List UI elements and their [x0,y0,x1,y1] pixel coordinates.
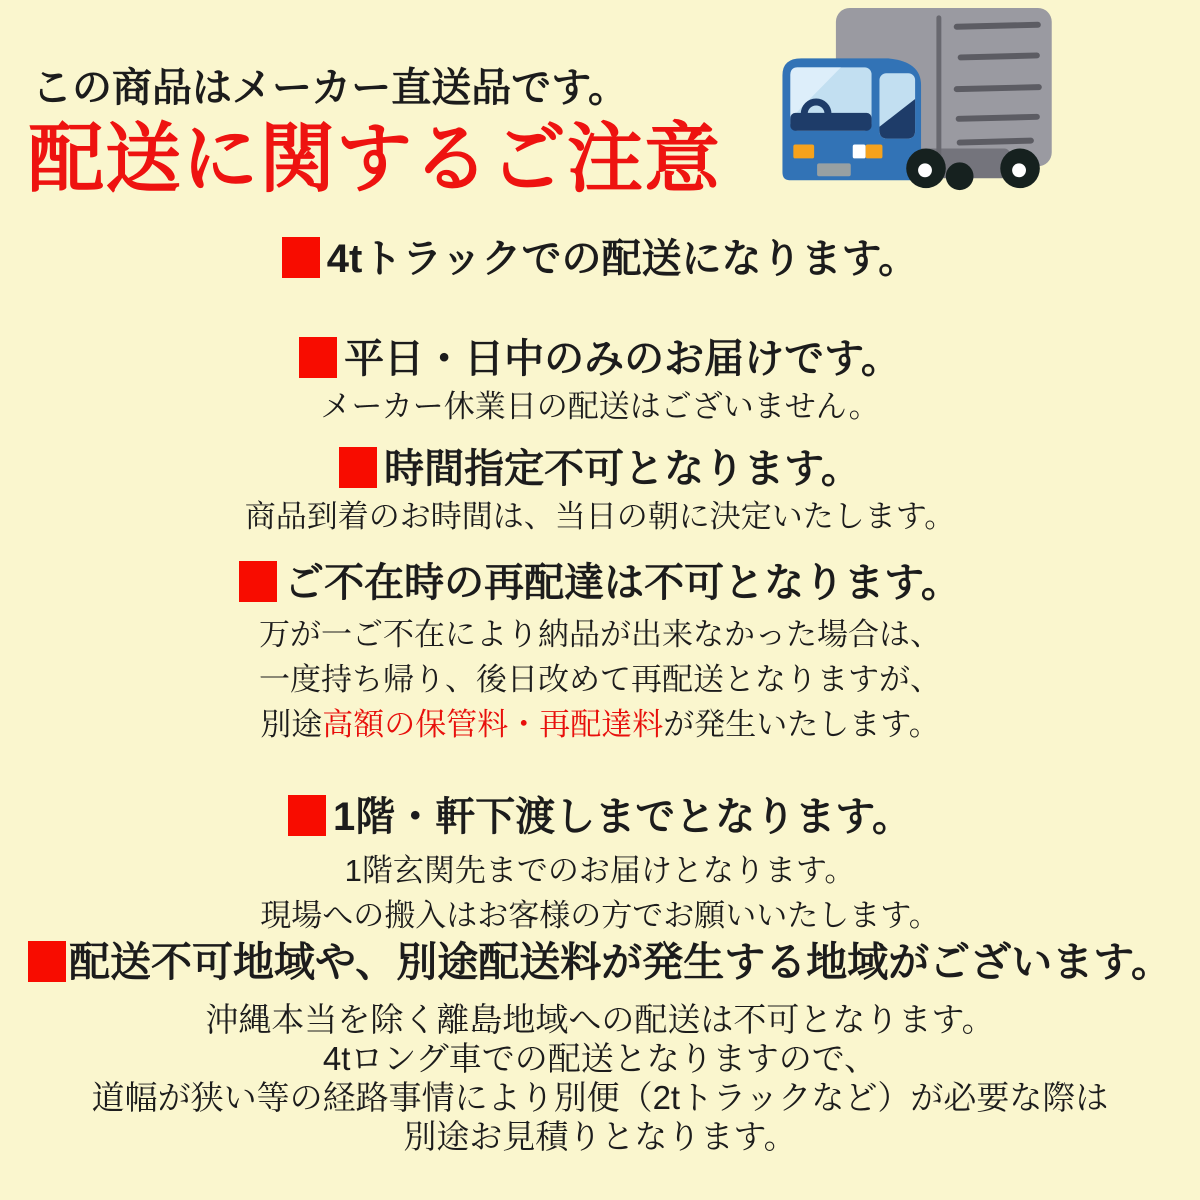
section-heading-row [0,234,1200,284]
section-details [0,612,1200,747]
section-details [0,384,1200,429]
detail-line: 一度持ち帰り、後日改めて再配送となりますが、 [259,662,941,697]
section-heading-row [0,444,1200,494]
red-square-bullet [239,561,277,602]
detail-line: 沖縄本当を除く離島地域への配送は不可となります。 [205,1001,995,1038]
section-heading: 平日・日中のみのお届けです。 [344,337,901,381]
section-heading-row [0,334,1200,384]
section-heading: 4tトラックでの配送になります。 [326,237,919,281]
section-heading-row [0,936,1200,988]
detail-line: 商品到着のお時間は、当日の朝に決定いたします。 [244,499,956,534]
section-truck-type [0,234,1200,284]
red-square-bullet [339,447,377,488]
section-heading-row [0,792,1200,842]
intro-text: この商品はメーカー直送品です。 [32,66,628,110]
highlight-red-text: 高額の保管料・再配達料 [322,707,664,742]
red-square-bullet [288,795,326,836]
detail-line: メーカー休業日の配送はございません。 [320,389,880,424]
section-details [0,494,1200,539]
section-heading: ご不在時の再配達は不可となります。 [284,561,961,605]
detail-line: 4tロング車での配送となりますので、 [322,1040,878,1077]
section-no-time-specification [0,444,1200,539]
detail-line-highlight [0,702,1200,747]
highlight-post: が発生いたします。 [663,707,940,742]
red-square-bullet [282,237,320,278]
section-details [0,848,1200,938]
section-heading: 配送不可地域や、別途配送料が発生する地域がございます。 [69,939,1172,985]
detail-line: 道幅が狭い等の経路事情により別便（2tトラックなど）が必要な際は [91,1079,1109,1116]
red-square-bullet [28,941,66,982]
section-restricted-areas [0,936,1200,1156]
section-weekday-delivery [0,334,1200,429]
detail-line: 現場への搬入はお客様の方でお願いいたします。 [260,898,940,933]
section-details [0,1000,1200,1156]
page-title: 配送に関するご注意 [28,117,721,202]
highlight-pre: 別途 [260,707,323,742]
section-ground-floor-delivery [0,792,1200,938]
section-heading: 時間指定不可となります。 [384,447,861,491]
red-square-bullet [299,337,337,378]
detail-line: 万が一ご不在により納品が出来なかった場合は、 [259,617,941,652]
delivery-truck-icon [776,2,1076,200]
detail-line: 別途お見積りとなります。 [403,1118,797,1155]
section-heading-row [0,558,1200,608]
detail-line: 1階玄関先までのお届けとなります。 [344,853,856,888]
section-heading: 1階・軒下渡しまでとなります。 [332,795,913,839]
section-no-redelivery [0,558,1200,747]
